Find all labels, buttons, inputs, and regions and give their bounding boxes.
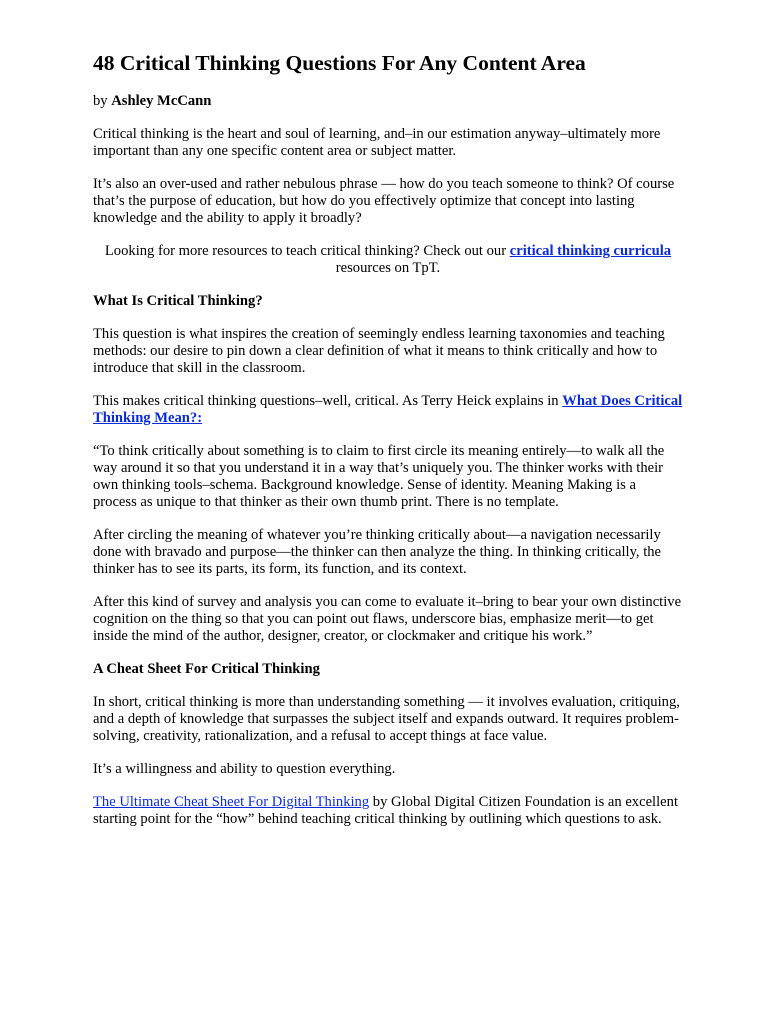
article-body [93,50,683,844]
byline [93,93,683,110]
resources-text-before: Looking for more resources to teach critical thinking? Check out our [104,243,510,259]
section-heading-cheat-sheet: A Cheat Sheet For Critical Thinking [93,661,320,677]
byline-prefix: by [93,93,108,109]
resources-text-after: resources on TpT. [335,260,441,276]
paragraph-taxonomies: This question is what inspires the creation of seemingly endless learning taxonomies and teaching methods: our desire to pin down a clear definition of what it means to think critically and how to introduce that skill in the classroom. [93,326,665,376]
article-title: 48 Critical Thinking Questions For Any Content Area [93,51,586,75]
quote-paragraph-1: “To think critically about something is to claim to first circle its meaning entirely—to walk all the way around it so that you understand it in a way that’s uniquely you. The thinker works with their own thinking tools–schema. Background knowledge. Sense of identity. Meaning Making is a process as unique to that thinker as their own thumb print. There is no template. [93,443,665,510]
heick-text: This makes critical thinking questions–well, critical. As Terry Heick explains in [93,393,563,409]
quote-paragraph-2: After circling the meaning of whatever you’re thinking critically about—a navigation necessarily done with bravado and purpose—the thinker can then analyze the thing. In thinking critically, the thinker has to see its parts, its form, its function, and its context. [93,527,662,577]
intro-paragraph-1: Critical thinking is the heart and soul of learning, and–in our estimation anyway–ultimately more important than any one specific content area or subject matter. [93,126,661,159]
paragraph-in-short: In short, critical thinking is more than understanding something — it involves evaluation, critiquing, and a depth of knowledge that surpasses the subject itself and expands outward. It requires problem-solving, creativity, rationalization, and a refusal to accept things at face value. [93,694,680,744]
cheat-sheet-text: by Global Digital Citizen Foundation is an excellent starting point for the “how” behind teaching critical thinking by outlining which questions to ask. [93,794,678,827]
paragraph-willingness: It’s a willingness and ability to question everything. [93,761,396,777]
critical-thinking-curricula-link[interactable]: critical thinking curricula [509,243,672,259]
ultimate-cheat-sheet-link[interactable]: The Ultimate Cheat Sheet For Digital Thinking [93,794,370,810]
paragraph-heick [93,393,683,427]
author-name: Ashley McCann [111,93,212,109]
intro-paragraph-2: It’s also an over-used and rather nebulous phrase — how do you teach someone to think? Of course that’s the purpose of education, but how do you effectively optimize that concept into lasting knowledge and the ability to apply it broadly? [93,176,675,226]
section-heading-what-is: What Is Critical Thinking? [93,293,263,309]
what-does-critical-thinking-mean-link[interactable]: What Does Critical Thinking Mean?: [93,393,683,426]
resources-callout [93,243,683,277]
paragraph-cheat-sheet-link [93,794,683,828]
quote-paragraph-3: After this kind of survey and analysis you can come to evaluate it–bring to bear your own distinctive cognition on the thing so that you can point out flaws, underscore bias, emphasize merit—to get inside the mind of the author, designer, creator, or clockmaker and critique his work.” [93,594,682,644]
